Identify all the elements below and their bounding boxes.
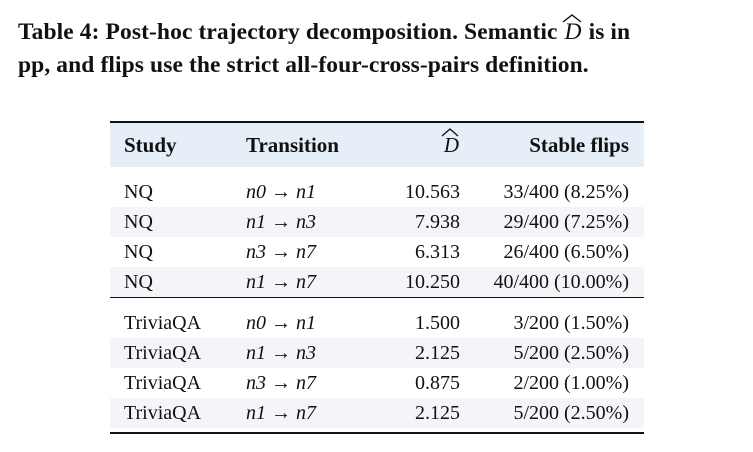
cell-d: 1.500	[415, 312, 460, 334]
cell-d: 7.938	[415, 211, 460, 233]
table-row	[110, 207, 644, 237]
cell-transition	[246, 398, 376, 428]
cell-d: 6.313	[415, 241, 460, 263]
d-hat-letter: D	[564, 19, 582, 45]
cell-study: TriviaQA	[124, 342, 202, 364]
table-row	[110, 267, 644, 298]
cell-study: TriviaQA	[124, 372, 202, 394]
table-row	[110, 308, 644, 338]
transition-to: n1	[296, 312, 316, 334]
cell-study: NQ	[124, 241, 153, 263]
cell-d: 2.125	[415, 402, 460, 424]
cell-d: 10.563	[405, 181, 460, 203]
table-bottom-rule	[110, 428, 644, 433]
transition-from: n0	[246, 312, 266, 334]
cell-transition	[246, 237, 376, 267]
header-d-letter: D	[443, 133, 459, 157]
cell-transition	[246, 308, 376, 338]
header-flips: Stable flips	[529, 133, 629, 157]
cell-transition	[246, 267, 376, 298]
transition-from: n0	[246, 181, 266, 203]
transition-arrow: →	[271, 241, 291, 263]
table-row	[110, 368, 644, 398]
transition-from: n1	[246, 211, 266, 233]
cell-d: 10.250	[405, 271, 460, 293]
cell-study: NQ	[124, 181, 153, 203]
widehat-icon	[440, 127, 460, 137]
cell-d: 2.125	[415, 342, 460, 364]
transition-from: n1	[246, 271, 266, 293]
transition-arrow: →	[271, 312, 291, 334]
cell-transition	[246, 207, 376, 237]
caption-suffix: is in	[582, 19, 631, 45]
cell-flips: 29/400 (7.25%)	[503, 211, 629, 233]
cell-flips: 5/200 (2.50%)	[513, 402, 629, 424]
caption-prefix: Table 4: Post-hoc trajectory decomposition. Semantic	[18, 19, 564, 45]
header-transition: Transition	[246, 133, 339, 157]
transition-from: n1	[246, 402, 266, 424]
transition-to: n7	[296, 402, 316, 424]
results-table	[110, 121, 644, 434]
cell-study: TriviaQA	[124, 312, 202, 334]
widehat-icon	[561, 13, 583, 23]
table-row	[110, 177, 644, 207]
table-row	[110, 398, 644, 428]
cell-study: NQ	[124, 271, 153, 293]
transition-arrow: →	[271, 271, 291, 293]
cell-study: NQ	[124, 211, 153, 233]
cell-flips: 40/400 (10.00%)	[493, 271, 629, 293]
header-study: Study	[124, 133, 177, 157]
cell-flips: 33/400 (8.25%)	[503, 181, 629, 203]
table-body	[110, 167, 644, 433]
d-hat-symbol	[564, 16, 583, 49]
table-row	[110, 338, 644, 368]
cell-d: 0.875	[415, 372, 460, 394]
cell-study: TriviaQA	[124, 402, 202, 424]
transition-to: n7	[296, 241, 316, 263]
cell-transition	[246, 368, 376, 398]
table-caption	[18, 16, 743, 82]
transition-arrow: →	[271, 211, 291, 233]
transition-to: n7	[296, 372, 316, 394]
transition-to: n7	[296, 271, 316, 293]
cell-transition	[246, 177, 376, 207]
header-d	[376, 122, 460, 167]
cell-flips: 5/200 (2.50%)	[513, 342, 629, 364]
table-row	[110, 237, 644, 267]
transition-arrow: →	[271, 181, 291, 203]
cell-flips: 2/200 (1.00%)	[513, 372, 629, 394]
group-separator	[110, 167, 644, 177]
transition-arrow: →	[271, 372, 291, 394]
transition-to: n3	[296, 211, 316, 233]
transition-from: n3	[246, 241, 266, 263]
cell-flips: 26/400 (6.50%)	[503, 241, 629, 263]
group-separator	[110, 298, 644, 309]
transition-from: n3	[246, 372, 266, 394]
cell-flips: 3/200 (1.50%)	[513, 312, 629, 334]
transition-to: n3	[296, 342, 316, 364]
transition-arrow: →	[271, 402, 291, 424]
transition-to: n1	[296, 181, 316, 203]
transition-arrow: →	[271, 342, 291, 364]
header-row	[110, 122, 644, 167]
cell-transition	[246, 338, 376, 368]
caption-line2: pp, and flips use the strict all-four-cross-pairs definition.	[18, 52, 589, 78]
transition-from: n1	[246, 342, 266, 364]
